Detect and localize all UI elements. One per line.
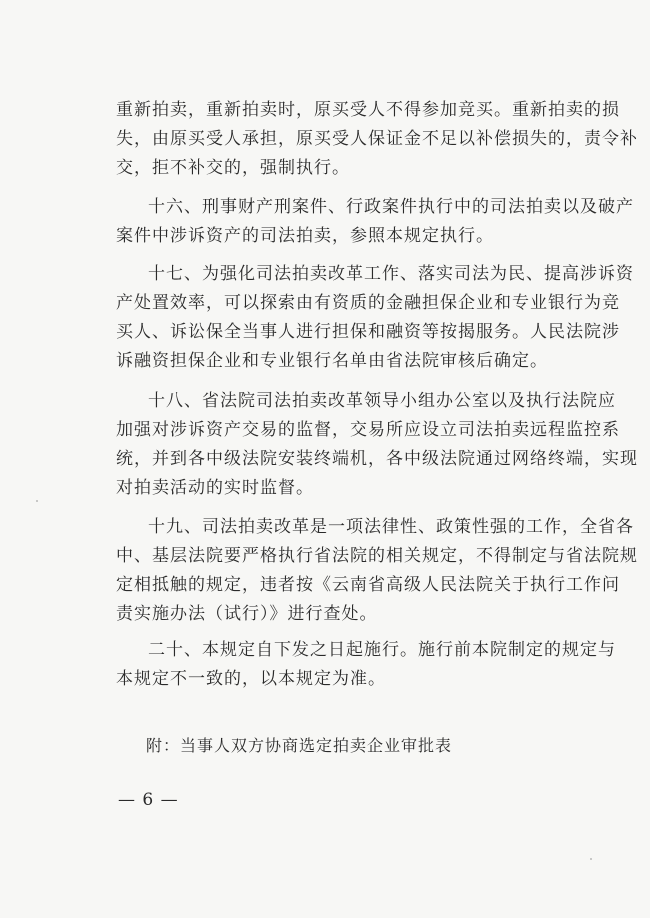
text-line: 二十、本规定自下发之日起施行。施行前本院制定的规定与 — [148, 640, 616, 660]
paragraph-16 — [116, 193, 634, 251]
attachment-note: 附：当事人双方协商选定拍卖企业审批表 — [146, 736, 453, 755]
text-line: 买人、诉讼保全当事人进行担保和融资等按揭服务。人民法院涉 — [116, 322, 620, 342]
text-line: 十九、司法拍卖改革是一项法律性、政策性强的工作，全省各 — [148, 517, 634, 537]
text-line: 定相抵触的规定，违者按《云南省高级人民法院关于执行工作问 — [116, 575, 620, 595]
paragraph-19 — [116, 513, 638, 629]
paragraph-18 — [116, 387, 638, 503]
page-number: — 6 — — [118, 790, 179, 810]
text-line: 对拍卖活动的实时监督。 — [116, 478, 314, 498]
text-line: 统，并到各中级法院安装终端机，各中级法院通过网络终端，实现 — [116, 449, 638, 469]
text-line: 中、基层法院要严格执行省法院的相关规定，不得制定与省法院规 — [116, 546, 638, 566]
text-line: 本规定不一致的，以本规定为准。 — [116, 669, 386, 689]
paragraph-15-continued — [116, 96, 638, 183]
text-line: 诉融资担保企业和专业银行名单由省法院审核后确定。 — [116, 351, 548, 371]
text-line: 案件中涉诉资产的司法拍卖，参照本规定执行。 — [116, 226, 494, 246]
text-line: 十八、省法院司法拍卖改革领导小组办公室以及执行法院应 — [148, 391, 616, 411]
text-line: 十六、刑事财产刑案件、行政案件执行中的司法拍卖以及破产 — [148, 197, 634, 217]
text-line: 责实施办法（试行）》进行查处。 — [116, 604, 378, 624]
text-line: 交，拒不补交的，强制执行。 — [116, 158, 350, 178]
paragraph-17 — [116, 260, 634, 376]
text-line: 失，由原买受人承担，原买受人保证金不足以补偿损失的，责令补 — [116, 129, 638, 149]
paragraph-20 — [116, 636, 616, 694]
scan-speck — [590, 858, 592, 860]
scan-speck — [36, 500, 38, 502]
text-line: 十七、为强化司法拍卖改革工作、落实司法为民、提高涉诉资 — [148, 264, 634, 284]
text-line: 加强对涉诉资产交易的监督，交易所应设立司法拍卖远程监控系 — [116, 420, 620, 440]
text-line: 产处置效率，可以探索由有资质的金融担保企业和专业银行为竞 — [116, 293, 620, 313]
text-line: 重新拍卖，重新拍卖时，原买受人不得参加竞买。重新拍卖的损 — [116, 100, 620, 120]
